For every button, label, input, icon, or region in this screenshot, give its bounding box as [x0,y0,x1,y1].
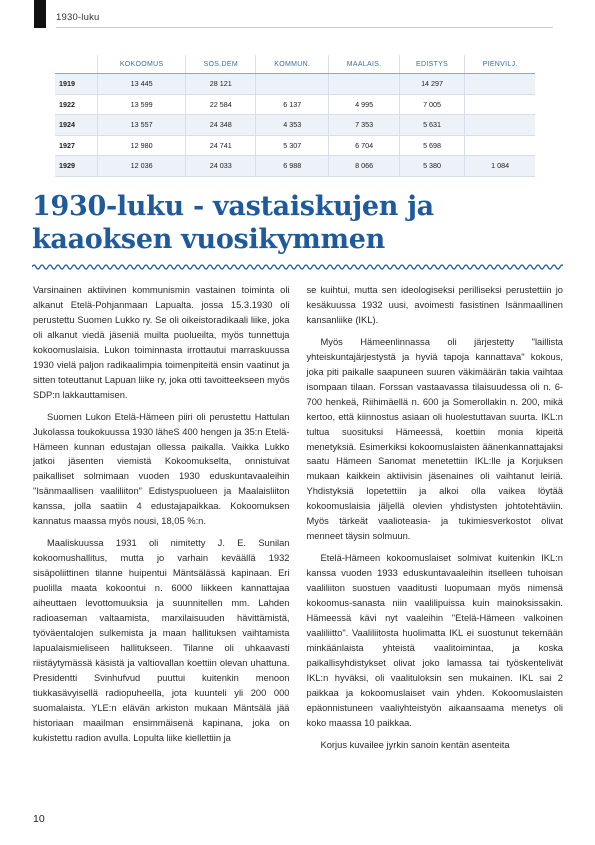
table-cell: 13 599 [98,94,186,115]
article-title-line-1: 1930-luku - vastaiskujen ja [32,191,434,222]
table-cell: 13 557 [98,115,186,136]
table-cell: 4 353 [256,115,329,136]
article-title [32,190,472,256]
table-cell-year: 1924 [55,115,98,136]
table-cell: 28 121 [186,74,256,95]
table-header-cell: PIENVILJ. [465,55,535,74]
table-cell-year: 1927 [55,135,98,156]
table-cell: 5 631 [399,115,464,136]
article-body [33,283,563,760]
table-cell [465,135,535,156]
table-header-cell [55,55,98,74]
paragraph: Etelä-Hämeen kokoomuslaiset solmivat kuitenkin IKL:n kanssa vuoden 1933 eduskuntavaaleihin itselleen tuhoisan vaaliliiton suostuen vaaditusti luopumaan myös nimensä kokoomus-sanasta niin vaalilipuissa kuin mainoksissakin. Hämeessä kävi nyt vaaleihin "Etelä-Hämeen valkoinen vaaliliitto". Vaaliliitosta huolimatta IKL ei suostunut tekemään minkäänlaista yhteistä vaalitoimintaa, ja koska paikallisyhdistykset olivat joko lamassa tai työskentelivät IKL:n hyväksi, oli vaalituloksin sen mukainen. IKL sai 2 paikkaa ja kokoomuslaiset vain yhden. Kokoomuslaisten epäonnistuneen vaaliyhteistyön aikaansaama menetys oli koko maassa 10 paikkaa. [306,553,563,728]
table-cell: 5 380 [399,156,464,177]
table-cell-year: 1922 [55,94,98,115]
header-rule [56,27,553,28]
table-cell [465,115,535,136]
table-cell: 22 584 [186,94,256,115]
paragraph: Myös Hämeenlinnassa oli järjestetty "laillista yhteiskuntajärjestystä ja hyviä tapoja kannattava" kokous, joka piti paikalle saapuneen suuren väkimäärän takia vaihtaa isompaan tilaan. Forssan vastaavassa tilaisuudessa oli n. 6-700 henkeä, Riihimäellä n. 600 ja Somerollakin n. 200, mikä kertoo, että kiinnostus asiaan oli huolestuttavan suurta. IKL:n tultua suosituksi Hämeessä, koettiin monia kipeitä menetyksiä. Esimerkiksi kokoomuslaisten äänenkannattajaksi saatu Hämeen Sanomat menetettiin IKL:lle ja Korjuksen mukaan kaikkein aktiivisin jäsenaines oli vaihtanut leiriä. Yhdistyksiä lopetettiin ja alkoi olla vaikea löytää kokoomuslaisia jäljellä olevien yhdistysten johtotehtäviin. Myös tärkeät vaalioteasia- ja tukimiesverkostot olivat menneet täysin solmuun. [306,336,563,542]
table-header-cell: MAALAIS. [329,55,400,74]
table-cell-year: 1919 [55,74,98,95]
paragraph: Maaliskuussa 1931 oli nimitetty J. E. Sunilan kokoomushallitus, mutta jo varhain keväällä 1932 sisäpoliittinen tilanne huipentui Mäntsälässä kapinaan. Eri puolilla maata kokoontui n. 6000 liikkeen kannattajaa aiheuttaen levottomuuksia ja suunnitellen mm. Lahden radioaseman valtaamista, marxilaisuuden hävittämistä, työväentalojen sulkemista ja maan hallituksen vaihtamista lapualaismieliseen hallitukseen. Tilanne oli uhkaavasti riistäytymässä käsistä ja valtiovallan koettiin olevan uhattuna. Presidentti Svinhufvud puuttui kuitenkin menoon tiukkasävyisellä radiopuheella, jota kuunteli yli 200 000 suomalaista. YLE:n elävän arkiston mukaan Mäntsälä jää historiaan maailman ensimmäisenä kapinana, joka on kukistettu radion avulla. Lopulta liike kiellettiin ja [33,538,290,743]
table-cell: 12 036 [98,156,186,177]
election-results-table [55,55,535,177]
table-cell [465,94,535,115]
table-row [55,135,535,156]
table-row [55,94,535,115]
table-cell [465,74,535,95]
table-cell: 6 704 [329,135,400,156]
table-cell [329,74,400,95]
page-number: 10 [33,813,45,825]
table-cell: 1 084 [465,156,535,177]
table-header-cell: KOMMUN. [256,55,329,74]
table-header-row [55,55,535,74]
left-column [33,283,290,760]
paragraph: Suomen Lukon Etelä-Hämeen piiri oli perustettu Hattulan Jukolassa toukokuussa 1930 läheS 400 hengen ja 35:n Etelä-Hämeen kunnan edustajan ollessa paikalla. Vaikka Lukko jatkoi jäsenten viemistä Kokoomukselta, onnistuivat paikalliset solmimaan vuoden 1930 eduskuntavaaleihin "Isänmaallisen vaaliliiton" Edistyspuolueen ja Maalaisliiton kanssa, jolla saatiin 4 edustajapaikkaa. Kokoomuksen kannatus maassa myös nousi, 18,05 %:n. [33,411,290,527]
table-cell: 5 307 [256,135,329,156]
paragraph: Korjus kuvailee jyrkin sanoin kentän asenteita [320,739,510,750]
table-cell: 4 995 [329,94,400,115]
table-header-cell: EDISTYS [399,55,464,74]
wavy-divider [32,262,563,272]
table-cell: 14 297 [399,74,464,95]
table-cell: 7 353 [329,115,400,136]
corner-block [34,0,46,28]
section-label: 1930-luku [56,12,100,23]
paragraph: Varsinainen aktiivinen kommunismin vastainen toiminta oli alkanut Etelä-Pohjanmaan Lapualta. jossa 15.3.1930 oli perustettu Suomen Lukko ry. Se oli oikeistoradikaali liike, joka oli alkanut viedä jäseniä muilta puolueilta, myös tunnettuja kokoomuslaisia. Lukon toiminnasta irrottautui marraskuussa 1930 vielä paljon radikaalimpia toimenpiteitä ensin vaatinut ja sitten toteuttanut Lapuan liike ry, joka otti tavoitteekseen myös SDP:n lakkauttamisen. [33,285,290,400]
table-cell: 12 980 [98,135,186,156]
table-cell: 6 137 [256,94,329,115]
table-cell: 7 005 [399,94,464,115]
table-row [55,156,535,177]
paragraph: se kuihtui, mutta sen ideologiseksi perilliseksi perustettiin jo kesäkuussa 1932 uusi, avoimesti fasistinen Isänmaallinen kansanliike (IKL). [306,285,563,325]
table-cell-year: 1929 [55,156,98,177]
table-cell: 5 698 [399,135,464,156]
table-cell: 13 445 [98,74,186,95]
table-row [55,115,535,136]
table-row [55,74,535,95]
table-header-cell: KOKOOMUS [98,55,186,74]
table-cell [256,74,329,95]
table-cell: 24 348 [186,115,256,136]
table-header-cell: SOS.DEM [186,55,256,74]
right-column [307,283,564,760]
table-cell: 24 033 [186,156,256,177]
table-cell: 6 988 [256,156,329,177]
table-cell: 8 066 [329,156,400,177]
table-cell: 24 741 [186,135,256,156]
article-title-line-2: kaaoksen vuosikymmen [32,224,385,255]
